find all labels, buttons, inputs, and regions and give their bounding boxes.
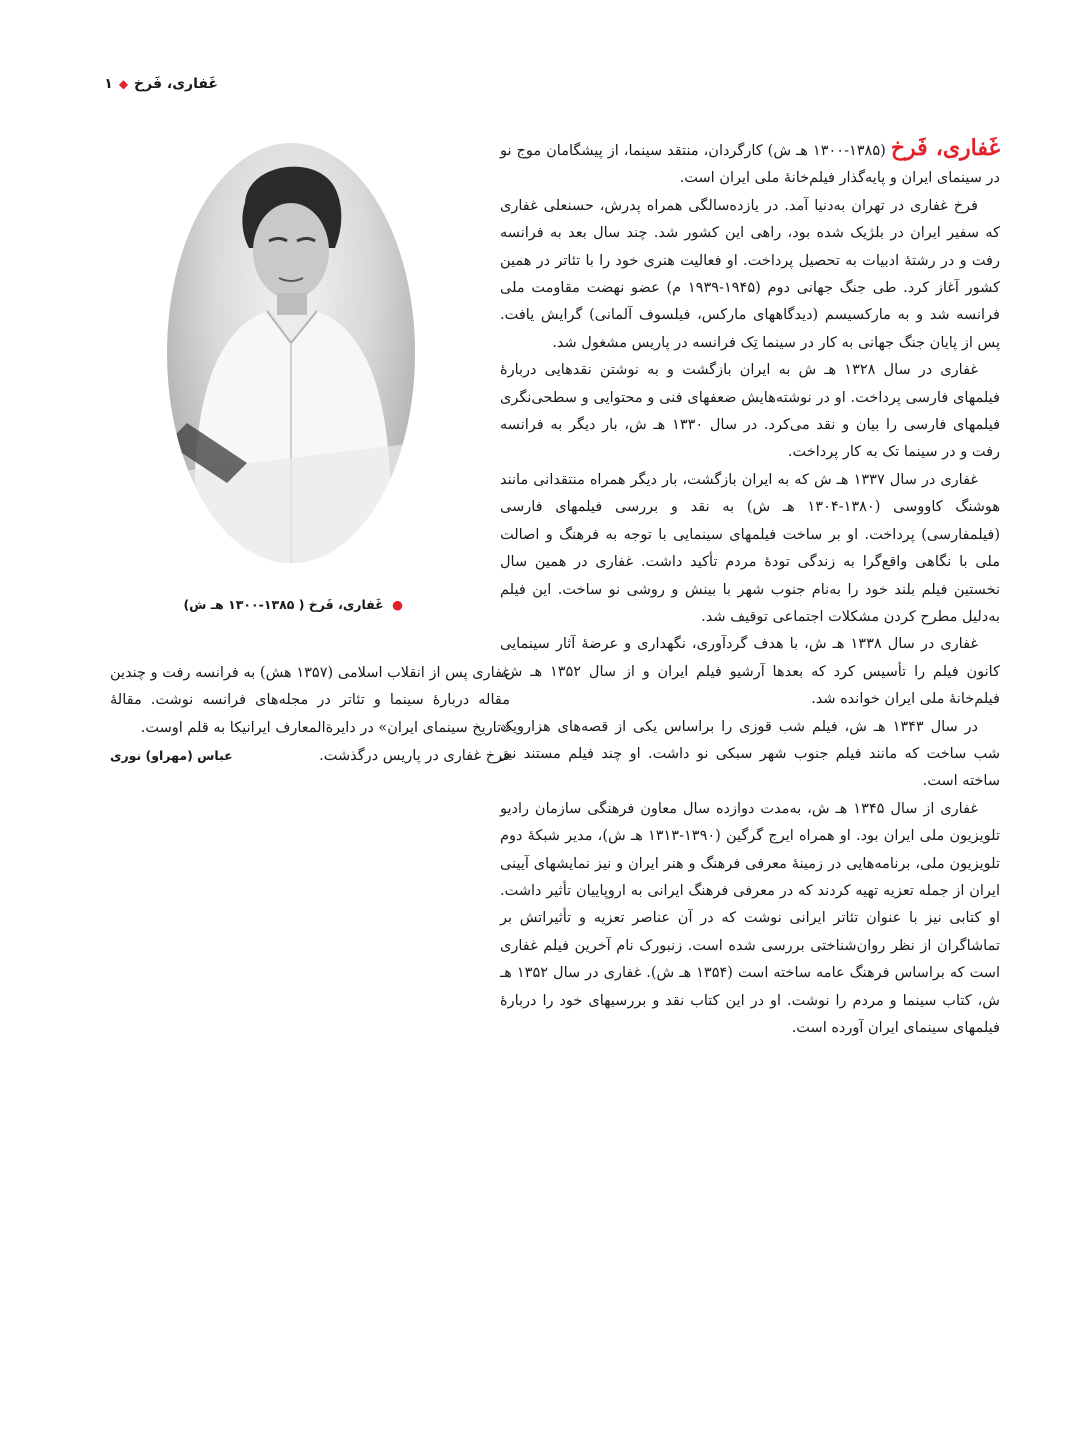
page-number: ۱ [104,76,113,92]
bullet-dot-icon: ● [392,597,403,612]
entry-lead [500,135,1000,193]
final-line-row [110,742,510,770]
entry-continuation [110,660,510,771]
header-title: غَفاری، فَرخ [134,76,218,92]
paragraph: در سال ۱۳۴۳ هـ ش، فیلم شب قوزی را براساس یکی از قصه‌های هزارویک شب ساخت که مانند فیلم جنوب شهر سبکی نو داشت. او چند فیلم مستند نیز ساخته است. [500,718,1000,790]
entry-title: غَفاری، فَرخ [890,135,1000,161]
caption-text: غَفاری، فَرخ ( ۱۳۸۵-۱۳۰۰ هـ ش) [183,597,384,612]
final-line: فرخ غفاری در پاریس درگذشت. [319,748,510,765]
author-signature: عباس (مهراو) نوری [110,748,233,764]
paragraph: غفاری از سال ۱۳۴۵ هـ ش، به‌مدت دوازده سال معاون فرهنگی سازمان رادیو تلویزیون ملی ایران بود. او همراه ایرج گرگین (۱۳۹۰-۱۳۱۳ هـ ش)، مدیر شبکهٔ دوم تلویزیون ملی، برنامه‌هایی در زمینهٔ معرفی فرهنگ و هنر ایران و نیز نمایشهای آیینی ایران از جمله تعزیه تهیه کردند که در معرفی فرهنگ ایرانی به اروپاییان تأثیر داشت. او کتابی نیز با عنوان تئاتر ایرانی نوشت که در آن عناصر تعزیه و تأثیراتش بر تماشاگران از نظر روان‌شناختی بررسی شده است. زنبورک نام آخرین فیلم غفاری است که براساس فرهنگ عامه ساخته است (۱۳۵۴ هـ ش). غفاری در سال ۱۳۵۲ هـ ش، کتاب سینما و مردم را نوشت. او در این کتاب نقد و بررسیهای خود را دربارهٔ فیلمهای سینمای ایران آورده است. [500,800,1001,1036]
paragraph: غفاری در سال ۱۳۳۷ هـ ش که به ایران بازگشت، بار دیگر همراه منتقدانی مانند هوشنگ کاووسی (۱۳۸۰-۱۳۰۴ هـ ش) به نقد و بررسی فیلمهای فارسی (فیلمفارسی) پرداخت. او بر ساخت فیلمهای سینمایی با توجه به فرهنگ و اصالت ملی با نگاهی واقع‌گرا به زندگی تودهٔ مردم تأکید داشت. غفاری در همین سال نخستین فیلم بلند خود را به‌نام جنوب شهر با بینش و روشی نو ساخت. این فیلم به‌دلیل مطرح کردن مشکلات اجتماعی توقیف شد. [500,471,1000,625]
paragraph: غفاری در سال ۱۳۲۸ هـ ش به ایران بازگشت و به نوشتن نقدهایی دربارهٔ فیلمهای فارسی پرداخت. او در نوشته‌هایش ضعفهای فنی و محتوایی و سطحی‌نگری فیلمهای فارسی را بیان و نقد می‌کرد. در سال ۱۳۳۰ هـ ش، بار دیگر به فرانسه رفت و در سینما تک به کار پرداخت. [500,362,1001,461]
paragraph: فرخ غفاری در تهران به‌دنیا آمد. در یازده‌سالگی همراه پدرش، حسنعلی غفاری که سفیر ایران در بلژیک شده بود، راهی این کشور شد. چند سال بعد به فرانسه رفت و در رشتهٔ ادبیات به تحصیل پرداخت. او فعالیت هنری خود را با تئاتر در همین کشور آغاز کرد. طی جنگ جهانی دوم (۱۹۴۵-۱۹۳۹ م) عضو نهضت مقاومت ملی فرانسه شد و به مارکسیسم (دیدگاههای مارکس، فیلسوف آلمانی) گرایش یافت. پس از پایان جنگ جهانی به کار در سینما تِک فرانسه در پاریس مشغول شد. [500,197,1001,351]
entry-lead-text: (۱۳۸۵-۱۳۰۰ هـ ش) کارگردان، منتقد سینما، از پیشگامان موج نو در سینمای ایران و پایه‌گذار فیلم‌خانهٔ ملی ایران است. [500,143,1000,187]
running-header [104,76,218,92]
paragraph: غفاری در سال ۱۳۳۸ هـ ش، با هدف گردآوری، نگهداری و عرضهٔ آثار سینمایی کانون فیلم را تأسیس کرد که بعدها آرشیو فیلم ایران و از سال ۱۳۵۲ هـ ش، فیلم‌خانهٔ ملی ایران خوانده شد. [500,636,1001,708]
entry-body [500,135,1000,1042]
diamond-icon: ◆ [118,77,129,91]
portrait-photo [167,143,415,563]
photo-caption [63,597,403,612]
continuation-text: غفاری پس از انقلاب اسلامی (۱۳۵۷ هش) به فرانسه رفت و چندین مقاله دربارهٔ سینما و تئاتر در مجله‌های فرانسه نوشت. مقالهٔ «تاریخ سینمای ایران» در دایرةالمعارف ایرانیکا به قلم اوست. [110,665,510,736]
portrait-illustration [167,143,415,563]
